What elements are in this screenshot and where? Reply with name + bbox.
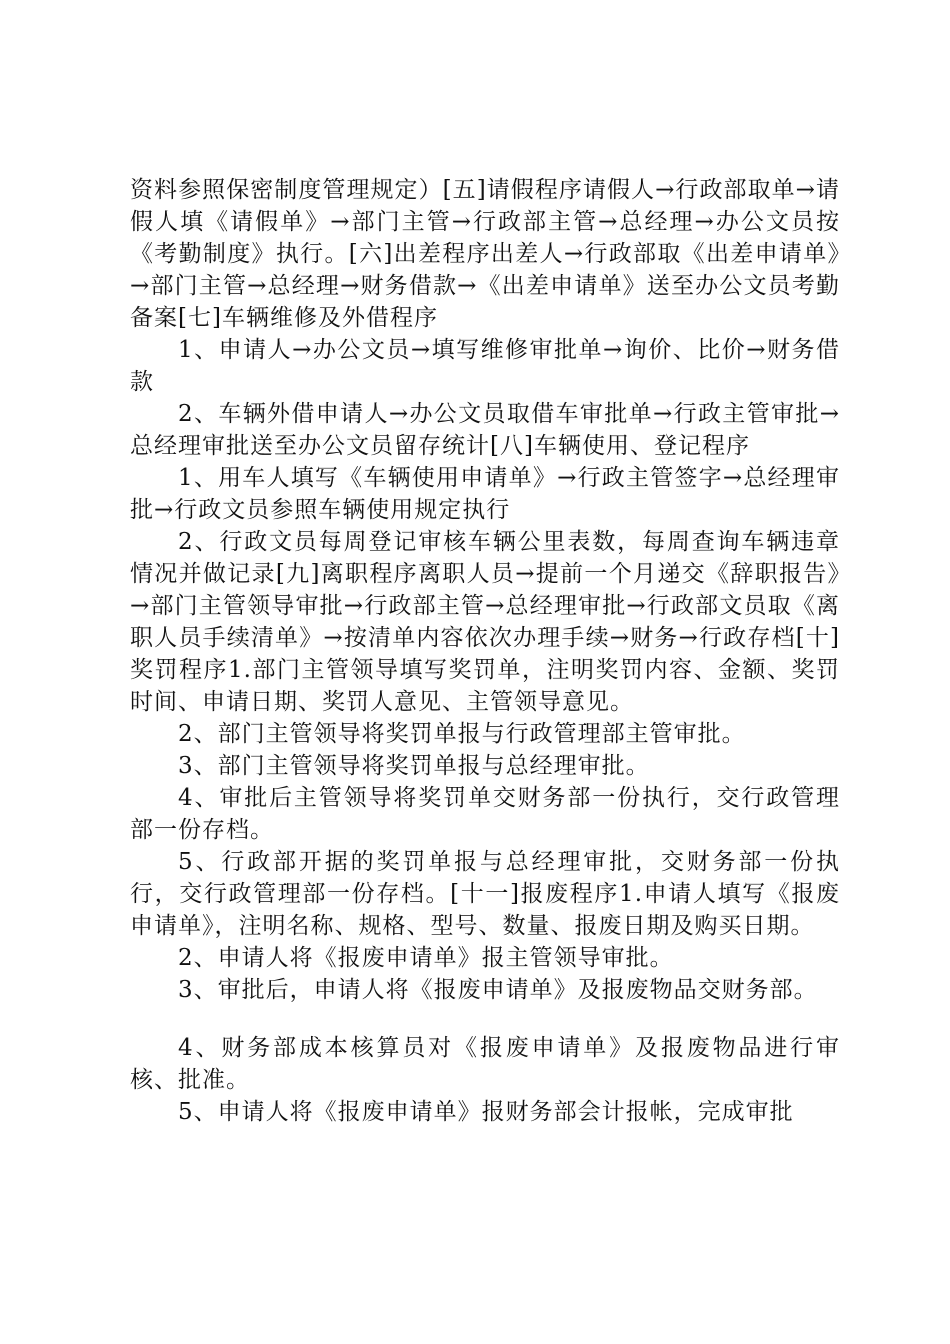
paragraph-scrap-step-2: 2、申请人将《报废申请单》报主管领导审批。 bbox=[178, 945, 674, 971]
paragraph-reward-step-2: 2、部门主管领导将奖罚单报与行政管理部主管审批。 bbox=[178, 721, 746, 747]
document-body bbox=[130, 174, 840, 1128]
paragraph-vehicle-repair: 1、申请人→办公文员→填写维修审批单→询价、比价→财务借款 bbox=[130, 337, 840, 395]
paragraph-leave-travel-vehicle: 资料参照保密制度管理规定）[五]请假程序请假人→行政部取单→请假人填《请假单》→部门主管→行政部主管→总经理→办公文员按《考勤制度》执行。[六]出差程序出差人→行政部取《出差申请单》→部门主管→总经理→财务借款→《出差申请单》送至办公文员考勤备案[七]车辆维修及外借程序 bbox=[130, 177, 840, 331]
paragraph-vehicle-lending: 2、车辆外借申请人→办公文员取借车审批单→行政主管审批→总经理审批送至办公文员留存统计[八]车辆使用、登记程序 bbox=[130, 401, 840, 459]
paragraph-reward-step-3: 3、部门主管领导将奖罚单报与总经理审批。 bbox=[178, 753, 650, 779]
paragraph-vehicle-use-application: 1、用车人填写《车辆使用申请单》→行政主管签字→总经理审批→行政文员参照车辆使用规定执行 bbox=[130, 465, 840, 523]
paragraph-reward-step-5-scrap: 5、行政部开据的奖罚单报与总经理审批，交财务部一份执行，交行政管理部一份存档。[十一]报废程序1.申请人填写《报废申请单》，注明名称、规格、型号、数量、报废日期及购买日期。 bbox=[130, 849, 840, 939]
paragraph-resignation-reward: 2、行政文员每周登记审核车辆公里表数，每周查询车辆违章情况并做记录[九]离职程序离职人员→提前一个月递交《辞职报告》→部门主管领导审批→行政部主管→总经理审批→行政部文员取《离职人员手续清单》→按清单内容依次办理手续→财务→行政存档[十]奖罚程序1.部门主管领导填写奖罚单，注明奖罚内容、金额、奖罚时间、申请日期、奖罚人意见、主管领导意见。 bbox=[130, 529, 840, 715]
paragraph-scrap-step-5: 5、申请人将《报废申请单》报财务部会计报帐，完成审批 bbox=[178, 1099, 794, 1125]
paragraph-scrap-step-3: 3、审批后，申请人将《报废申请单》及报废物品交财务部。 bbox=[178, 977, 818, 1003]
paragraph-scrap-step-4: 4、财务部成本核算员对《报废申请单》及报废物品进行审核、批准。 bbox=[130, 1035, 840, 1093]
paragraph-spacer bbox=[130, 1006, 840, 1032]
paragraph-reward-step-4: 4、审批后主管领导将奖罚单交财务部一份执行，交行政管理部一份存档。 bbox=[130, 785, 840, 843]
